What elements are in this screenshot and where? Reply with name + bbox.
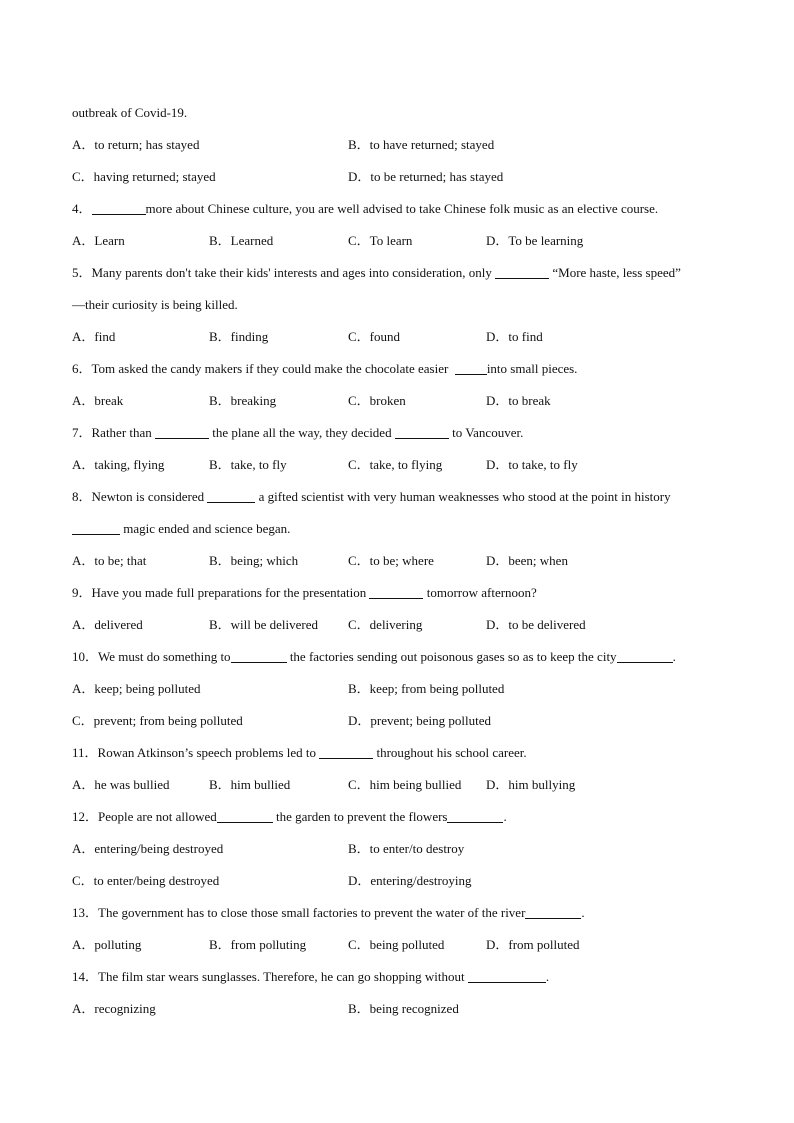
option-c: C．take, to flying [348,457,443,472]
answer-blank [92,200,146,215]
question-text: 7．Rather than [72,425,152,440]
answer-blank [468,968,546,983]
option-d: D．to break [486,393,551,408]
option-b: B．being recognized [348,1001,459,1016]
question-text: 6．Tom asked the candy makers if they could make the chocolate easier [72,361,449,376]
question-7 [72,417,732,449]
option-b: B．take, to fly [209,457,287,472]
question-text: the plane all the way, they decided [212,425,392,440]
option-a: A．entering/being destroyed [72,841,224,856]
question-13-options [72,929,732,961]
question-text: 9．Have you made full preparations for the presentation [72,585,367,600]
option-c: C．found [348,329,401,344]
question-text: . [672,649,676,664]
option-c: C．having returned; stayed [72,169,216,184]
question-number: 4． [72,201,92,216]
question-8-continued [72,513,732,545]
question-4-options [72,225,732,257]
option-b: B．to enter/to destroy [348,841,465,856]
option-a: A．recognizing [72,1001,156,1016]
question-11 [72,737,732,769]
question-5 [72,257,732,289]
question-3-options-row-2 [72,161,732,193]
option-d: D．him bullying [486,777,576,792]
question-8 [72,481,732,513]
question-6 [72,353,732,385]
question-text: the garden to prevent the flowers [276,809,448,824]
question-text: to Vancouver. [452,425,524,440]
option-c: C．him being bullied [348,777,462,792]
option-a: A．delivered [72,617,143,632]
option-b: B．him bullied [209,777,291,792]
question-text: into small pieces. [486,361,578,376]
option-c: C．delivering [348,617,423,632]
option-c: C．To learn [348,233,413,248]
option-d: D．to be delivered [486,617,586,632]
answer-blank [395,424,449,439]
question-text: “More haste, less speed” [552,265,681,280]
question-text: more about Chinese culture, you are well advised to take Chinese folk music as an elective course. [145,201,659,216]
question-14-options-row-1 [72,993,732,1025]
option-a: A．to return; has stayed [72,137,200,152]
question-12-options-row-2 [72,865,732,897]
option-a: A．he was bullied [72,777,170,792]
question-3-tail [72,97,732,129]
answer-blank [617,648,673,663]
question-4 [72,193,732,225]
option-d: D．to take, to fly [486,457,578,472]
option-d: D．prevent; being polluted [348,713,491,728]
option-d: D．from polluted [486,937,580,952]
question-10-options-row-1 [72,673,732,705]
question-text: 14．The film star wears sunglasses. Therefore, he can go shopping without [72,969,465,984]
question-text: a gifted scientist with very human weaknesses who stood at the point in history [258,489,671,504]
option-b: B．finding [209,329,269,344]
answer-blank [495,264,549,279]
question-text: throughout his school career. [376,745,527,760]
question-text: 11．Rowan Atkinson’s speech problems led to [72,745,316,760]
question-11-options [72,769,732,801]
question-7-options [72,449,732,481]
answer-blank [319,744,373,759]
option-d: D．to be returned; has stayed [348,169,504,184]
question-12-options-row-1 [72,833,732,865]
question-9 [72,577,732,609]
answer-blank [525,904,581,919]
question-6-options [72,385,732,417]
answer-blank [369,584,423,599]
question-3-options-row-1 [72,129,732,161]
question-14 [72,961,732,993]
question-5-continued [72,289,732,321]
answer-blank [217,808,273,823]
option-b: B．Learned [209,233,274,248]
option-b: B．keep; from being polluted [348,681,505,696]
option-c: C．being polluted [348,937,445,952]
question-13 [72,897,732,929]
option-d: D．To be learning [486,233,584,248]
question-text: 12．People are not allowed [72,809,217,824]
option-b: B．to have returned; stayed [348,137,495,152]
option-b: B．will be delivered [209,617,319,632]
question-text: 10．We must do something to [72,649,231,664]
option-b: B．breaking [209,393,277,408]
question-5-options [72,321,732,353]
option-d: D．entering/destroying [348,873,472,888]
option-a: A．taking, flying [72,457,165,472]
question-text: —their curiosity is being killed. [72,297,238,312]
question-text: magic ended and science began. [123,521,291,536]
exercise-page [72,97,732,1025]
question-10-options-row-2 [72,705,732,737]
question-12 [72,801,732,833]
option-a: A．break [72,393,124,408]
question-text: 5．Many parents don't take their kids' interests and ages into consideration, only [72,265,492,280]
question-10 [72,641,732,673]
option-d: D．to find [486,329,543,344]
question-text: 13．The government has to close those small factories to prevent the water of the river [72,905,526,920]
option-d: D．been; when [486,553,568,568]
question-9-options [72,609,732,641]
answer-blank [447,808,503,823]
question-text: . [581,905,585,920]
answer-blank [231,648,287,663]
answer-blank [72,520,120,535]
option-b: B．from polluting [209,937,307,952]
option-a: A．find [72,329,116,344]
option-a: A．keep; being polluted [72,681,201,696]
option-c: C．to be; where [348,553,434,568]
option-a: A．Learn [72,233,125,248]
option-c: C．prevent; from being polluted [72,713,243,728]
question-text: . [503,809,507,824]
answer-blank [155,424,209,439]
question-text: tomorrow afternoon? [426,585,537,600]
question-8-options [72,545,732,577]
option-c: C．to enter/being destroyed [72,873,220,888]
option-a: A．polluting [72,937,142,952]
answer-blank [455,360,487,375]
option-c: C．broken [348,393,406,408]
question-text: outbreak of Covid-19. [72,105,188,120]
answer-blank [207,488,255,503]
option-a: A．to be; that [72,553,147,568]
question-text: the factories sending out poisonous gases so as to keep the city [289,649,617,664]
question-text: . [545,969,550,984]
question-text: 8．Newton is considered [72,489,205,504]
option-b: B．being; which [209,553,299,568]
